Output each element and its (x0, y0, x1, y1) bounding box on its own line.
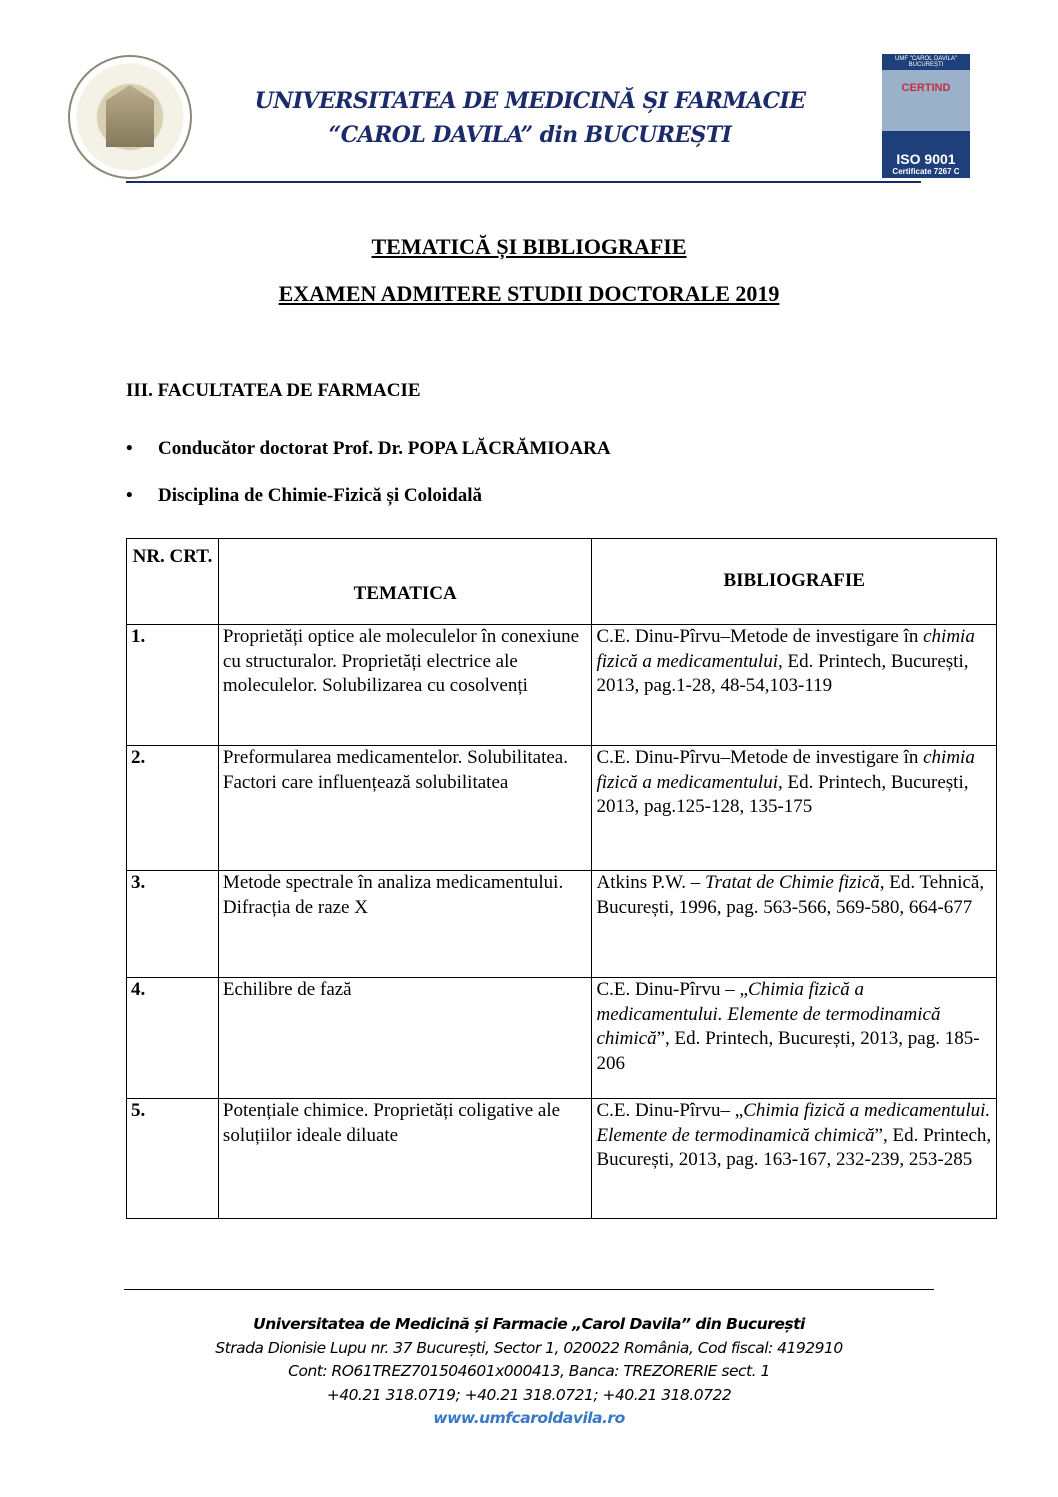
bib-segment: chimia fizică a medicamentului, (596, 626, 975, 672)
document-subtitle: EXAMEN ADMITERE STUDII DOCTORALE 2019 (278, 281, 780, 306)
bullet-text: Disciplina de Chimie-Fizică și Coloidală (158, 485, 483, 506)
footer-phones: +40.21 318.0719; +40.21 318.0721; +40.21 318.0722 (326, 1385, 732, 1404)
table-row (127, 746, 997, 871)
bib-segment: Tratat de Chimie fizică (705, 872, 880, 893)
footer-account: Cont: RO61TREZ701504601x000413, Banca: TREZORERIE sect. 1 (288, 1362, 770, 1380)
bib-segment: Ed. Printech, București, 2013, pag.125-128, 135-175 (596, 771, 969, 817)
topics-table (126, 538, 997, 1219)
bullet-supervisor: • Conducător doctorat Prof. Dr. POPA LĂCRĂMIOARA (126, 438, 611, 459)
bullet-discipline: • Disciplina de Chimie-Fizică și Coloidală (126, 485, 483, 506)
row-number: 2. (127, 746, 219, 871)
iso-badge-logo: CERTIND (901, 82, 951, 94)
bib-segment: C.E. Dinu-Pîrvu – „ (596, 979, 748, 1000)
row-number: 3. (127, 871, 219, 978)
row-tematica: Echilibre de fază (218, 978, 592, 1099)
university-seal-logo (68, 55, 192, 179)
row-tematica: Proprietăți optice ale moleculelor în conexiune cu structuralor. Proprietăți electrice ale moleculelor. Solubilizarea cu cosolvenți (218, 625, 592, 746)
table-row (127, 1099, 997, 1219)
bib-segment: Ed. Printech, București, 2013, pag.1-28, 48-54,103-119 (596, 650, 969, 696)
row-bibliografie (592, 746, 997, 871)
bib-segment: , Ed. Tehnică, București, 1996, pag. 563-566, 569-580, 664-677 (596, 872, 985, 918)
bib-segment: chimia fizică a medicamentului, (596, 747, 975, 793)
row-bibliografie (592, 978, 997, 1099)
footer (0, 1313, 1058, 1431)
table-row (127, 625, 997, 746)
bib-segment: C.E. Dinu-Pîrvu–Metode de investigare în (596, 747, 924, 768)
header-bibliografie: BIBLIOGRAFIE (592, 539, 997, 625)
header-divider (126, 181, 921, 183)
row-number: 1. (127, 625, 219, 746)
document-title: TEMATICĂ ȘI BIBLIOGRAFIE (371, 234, 687, 259)
row-bibliografie (592, 871, 997, 978)
bib-segment: ”, Ed. Printech, București, 2013, pag. 185-206 (596, 1028, 980, 1074)
faculty-heading: III. FACULTATEA DE FARMACIE (126, 380, 421, 401)
table-header-row (127, 539, 997, 625)
row-tematica: Preformularea medicamentelor. Solubilitatea. Factori care influențează solubilitatea (218, 746, 592, 871)
table-row (127, 978, 997, 1099)
row-number: 5. (127, 1099, 219, 1219)
iso-badge-top: UMF "CAROL DAVILA" BUCUREȘTI (882, 54, 970, 70)
table-row (127, 871, 997, 978)
iso-standard: ISO 9001 (896, 151, 956, 167)
university-name-line2: “CAROL DAVILA” din BUCUREȘTI (328, 122, 732, 148)
row-tematica: Potențiale chimice. Proprietăți coligative ale soluțiilor ideale diluate (218, 1099, 592, 1219)
row-tematica: Metode spectrale în analiza medicamentului. Difracția de raze X (218, 871, 592, 978)
row-number: 4. (127, 978, 219, 1099)
row-bibliografie (592, 1099, 997, 1219)
header-tematica: TEMATICA (218, 539, 592, 625)
row-bibliografie (592, 625, 997, 746)
bib-segment: ”, Ed. Printech, București, 2013, pag. 163-167, 232-239, 253-285 (596, 1124, 992, 1170)
footer-website-link[interactable]: www.umfcaroldavila.ro (433, 1409, 625, 1427)
university-name-line1: UNIVERSITATEA DE MEDICINĂ ȘI FARMACIE (254, 88, 806, 114)
bib-segment: C.E. Dinu-Pîrvu– „ (596, 1100, 744, 1121)
iso-certificate: Certificate 7267 C (892, 167, 960, 176)
iso-certification-badge (882, 54, 970, 178)
footer-address: Strada Dionisie Lupu nr. 37 București, Sector 1, 020022 România, Cod fiscal: 4192910 (215, 1338, 843, 1357)
bib-segment: C.E. Dinu-Pîrvu–Metode de investigare în (596, 626, 924, 647)
footer-divider (124, 1289, 934, 1290)
bib-segment: Chimia fizică a medicamentului. Elemente de termodinamică chimică (596, 1100, 991, 1146)
footer-name: Universitatea de Medicină și Farmacie „Carol Davila” din București (253, 1315, 805, 1333)
bullet-text: Conducător doctorat Prof. Dr. POPA LĂCRĂMIOARA (158, 438, 611, 459)
header-nr: NR. CRT. (127, 539, 219, 625)
bib-segment: Atkins P.W. – (596, 872, 706, 893)
bib-segment: Chimia fizică a medicamentului. Elemente de termodinamică chimică (596, 979, 941, 1049)
